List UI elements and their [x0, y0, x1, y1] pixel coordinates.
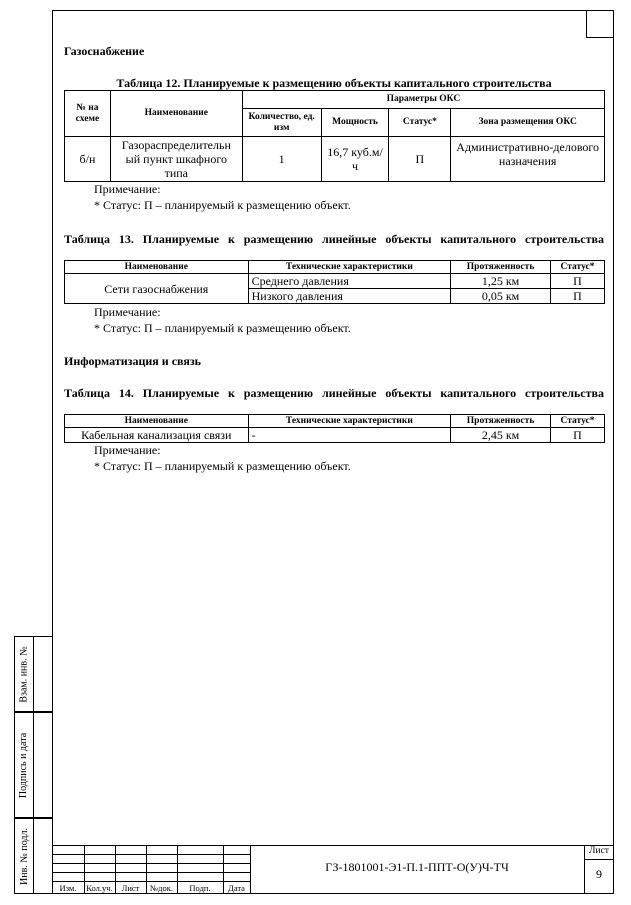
table12-cell-status: П [389, 137, 451, 182]
table13-cell-name: Сети газоснабжения [65, 274, 249, 304]
table14-header-name: Наименование [65, 415, 249, 428]
table12-header-params: Параметры ОКС [242, 91, 604, 109]
side-label-signature: Подпись и дата [18, 732, 30, 798]
table13-header-status: Статус* [551, 261, 605, 274]
table12-caption: Таблица 12. Планируемые к размещению объекты капитального строительства [116, 76, 552, 90]
table12-header-qty: Количество, ед. изм [242, 109, 321, 137]
table13-cell-length: 1,25 км [451, 274, 551, 289]
table14-caption: Таблица 14. Планируемые к размещению линейные объекты капитального строительства [64, 386, 604, 400]
title-col-sign: Подп. [189, 883, 211, 893]
table13-note-text: * Статус: П – планируемый к размещению объект. [94, 321, 351, 335]
table14-cell-length: 2,45 км [451, 428, 551, 443]
section-heading-gas: Газоснабжение [64, 44, 145, 58]
table13-header-tech: Технические характеристики [248, 261, 451, 274]
sheet-number: 9 [596, 867, 602, 881]
side-label-exchange: Взам. инв. № [18, 645, 30, 703]
section-heading-info: Информатизация и связь [64, 354, 201, 368]
table12-header-power: Мощность [321, 109, 389, 137]
table13 [64, 260, 605, 304]
table14-cell-status: П [551, 428, 605, 443]
table14 [64, 414, 605, 443]
table13-cell-status: П [551, 289, 605, 304]
table12-cell-qty: 1 [242, 137, 321, 182]
table12-cell-name: Газораспределительн ый пункт шкафного типа [110, 137, 242, 182]
table12-header-zone: Зона размещения ОКС [451, 109, 605, 137]
table12-note-label: Примечание: [94, 182, 161, 196]
table13-note-label: Примечание: [94, 305, 161, 319]
table13-cell-length: 0,05 км [451, 289, 551, 304]
table13-cell-tech: Среднего давления [248, 274, 451, 289]
side-label-original: Инв. № подл. [18, 827, 30, 885]
table14-note-text: * Статус: П – планируемый к размещению объект. [94, 459, 351, 473]
title-block [52, 845, 614, 894]
table-row [65, 137, 605, 182]
table14-header-length: Протяженность [451, 415, 551, 428]
table13-header-length: Протяженность [451, 261, 551, 274]
side-exchange-box [14, 636, 52, 712]
table12-header-num: № на схеме [65, 91, 111, 137]
table13-cell-tech: Низкого давления [248, 289, 451, 304]
corner-box [586, 10, 614, 38]
table13-header-name: Наименование [65, 261, 249, 274]
table12-cell-num: б/н [65, 137, 111, 182]
title-col-qty: Кол.уч. [86, 883, 113, 893]
table12-cell-zone: Административно-делового назначения [451, 137, 605, 182]
table12-header-name: Наименование [110, 91, 242, 137]
side-signature-box [14, 712, 52, 818]
title-col-doc: №док. [150, 883, 173, 893]
table12-header-status: Статус* [389, 109, 451, 137]
document-code: ГЗ-1801001-Э1-П.1-ППТ-О(У)Ч-ТЧ [325, 859, 509, 874]
title-col-change: Изм. [59, 883, 77, 893]
table13-cell-status: П [551, 274, 605, 289]
table14-cell-tech: - [248, 428, 451, 443]
table12 [64, 90, 605, 182]
sheet-label: Лист [589, 846, 609, 856]
title-col-date: Дата [228, 883, 245, 893]
table14-note-label: Примечание: [94, 443, 161, 457]
table12-note-text: * Статус: П – планируемый к размещению объект. [94, 198, 351, 212]
table14-header-status: Статус* [551, 415, 605, 428]
side-original-box [14, 818, 52, 894]
title-col-sheet: Лист [121, 883, 140, 893]
table12-cell-power: 16,7 куб.м/ч [321, 137, 389, 182]
table14-cell-name: Кабельная канализация связи [65, 428, 249, 443]
table14-header-tech: Технические характеристики [248, 415, 451, 428]
table13-caption: Таблица 13. Планируемые к размещению линейные объекты капитального строительства [64, 232, 604, 246]
table-row [65, 428, 605, 443]
table-row [65, 274, 605, 289]
